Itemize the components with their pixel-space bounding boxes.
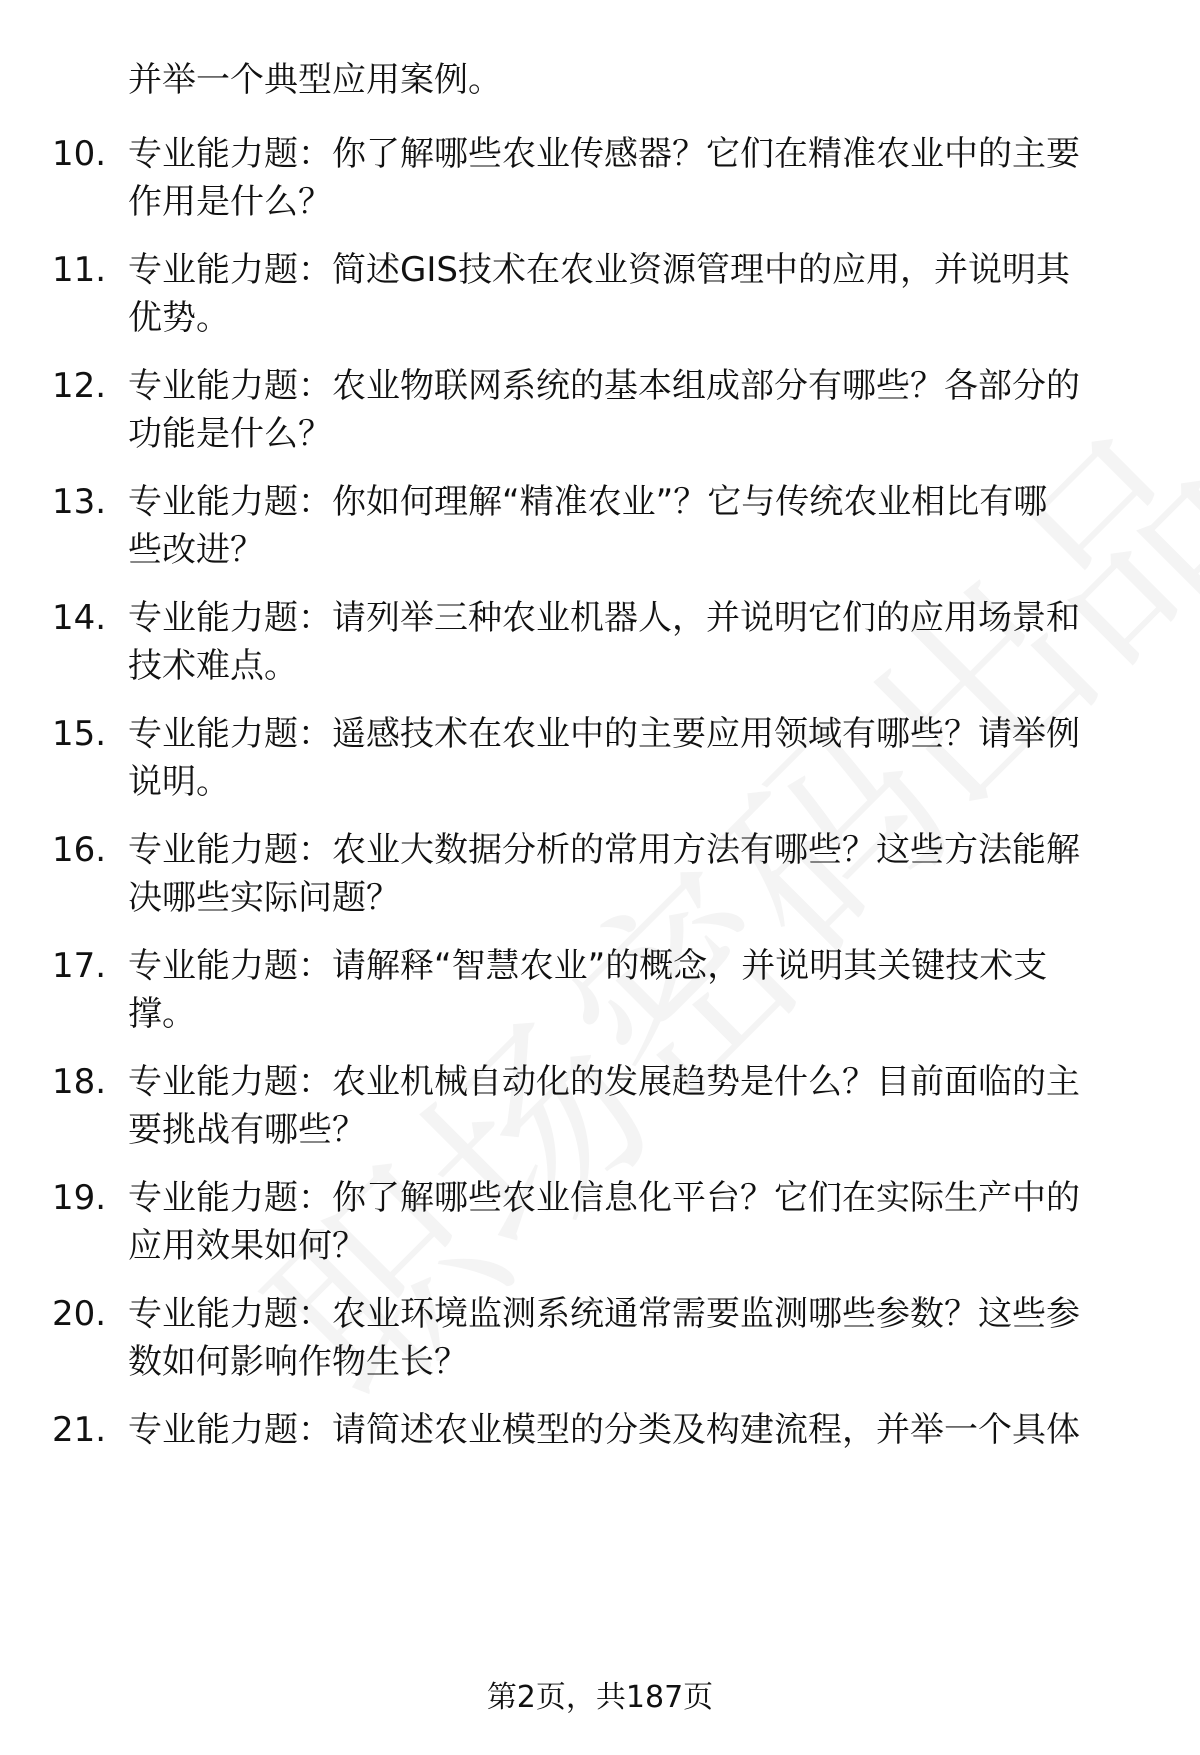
question-item-15 (0, 710, 1200, 810)
question-item-14 (0, 594, 1200, 694)
question-number: 20. (52, 1294, 107, 1334)
question-text-line1: 专业能力题：农业物联网系统的基本组成部分有哪些？各部分的 (128, 366, 1080, 406)
question-text-line2: 应用效果如何？ (128, 1226, 366, 1266)
question-text-line1: 专业能力题：你了解哪些农业传感器？它们在精准农业中的主要 (128, 134, 1080, 174)
page-footer: 第2页，共187页 (486, 1680, 714, 1715)
question-text-line2: 撑。 (128, 994, 196, 1034)
question-text-line1: 专业能力题：农业大数据分析的常用方法有哪些？这些方法能解 (128, 830, 1080, 870)
question-number: 10. (52, 134, 107, 174)
question-text-line1: 专业能力题：遥感技术在农业中的主要应用领域有哪些？请举例 (128, 714, 1080, 754)
question-text-line1: 专业能力题：简述GIS技术在农业资源管理中的应用，并说明其 (128, 250, 1070, 290)
question-text-line1: 专业能力题：请列举三种农业机器人，并说明它们的应用场景和 (128, 598, 1080, 638)
question-text-line2: 优势。 (128, 298, 230, 338)
continuation-line: 并举一个典型应用案例。 (128, 60, 502, 100)
question-number: 13. (52, 482, 107, 522)
question-text-line2: 说明。 (128, 762, 230, 802)
question-number: 11. (52, 250, 107, 290)
question-text-line2: 作用是什么？ (128, 182, 332, 222)
question-item-17 (0, 942, 1200, 1042)
question-item-20 (0, 1290, 1200, 1390)
question-text-line1: 专业能力题：农业机械自动化的发展趋势是什么？目前面临的主 (128, 1062, 1080, 1102)
question-item-11 (0, 246, 1200, 346)
question-text-line1: 专业能力题：农业环境监测系统通常需要监测哪些参数？这些参 (128, 1294, 1080, 1334)
question-item-21 (0, 1406, 1200, 1506)
question-number: 15. (52, 714, 107, 754)
question-item-13 (0, 478, 1200, 578)
question-number: 21. (52, 1410, 107, 1450)
question-item-18 (0, 1058, 1200, 1158)
question-item-19 (0, 1174, 1200, 1274)
question-text-line2: 决哪些实际问题？ (128, 878, 400, 918)
question-text-line1: 专业能力题：你了解哪些农业信息化平台？它们在实际生产中的 (128, 1178, 1080, 1218)
question-text-line2: 功能是什么？ (128, 414, 332, 454)
question-text-line2: 数如何影响作物生长？ (128, 1342, 468, 1382)
question-item-12 (0, 362, 1200, 462)
question-text-line2: 技术难点。 (128, 646, 298, 686)
question-number: 19. (52, 1178, 107, 1218)
question-number: 14. (52, 598, 107, 638)
question-item-16 (0, 826, 1200, 926)
question-number: 16. (52, 830, 107, 870)
question-text-line1: 专业能力题：你如何理解“精准农业”？它与传统农业相比有哪 (128, 482, 1048, 522)
question-item-10 (0, 130, 1200, 230)
question-text-line2: 要挑战有哪些？ (128, 1110, 366, 1150)
question-number: 12. (52, 366, 107, 406)
question-number: 17. (52, 946, 107, 986)
question-text-line1: 专业能力题：请解释“智慧农业”的概念，并说明其关键技术支 (128, 946, 1048, 986)
question-text-line1: 专业能力题：请简述农业模型的分类及构建流程，并举一个具体 (128, 1410, 1080, 1450)
question-number: 18. (52, 1062, 107, 1102)
question-text-line2: 些改进？ (128, 530, 264, 570)
